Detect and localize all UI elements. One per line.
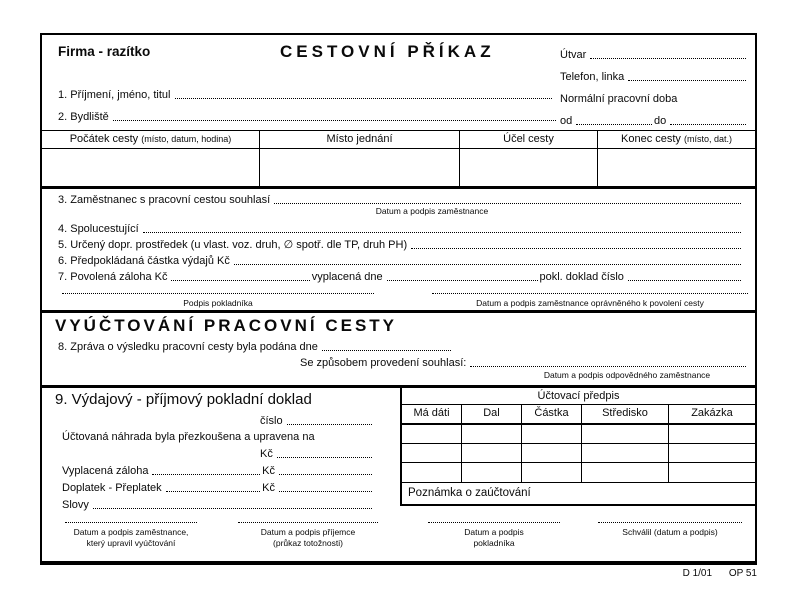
expected-expenses-field[interactable] — [234, 264, 741, 265]
approval-label: Se způsobem provedení souhlasí: — [300, 356, 467, 369]
balance-kc-field[interactable] — [279, 491, 372, 492]
acc-cell[interactable] — [522, 463, 582, 482]
authorizer-sign-label: Datum a podpis zaměstnance oprávněného k povolení cesty — [476, 298, 704, 308]
to-label: do — [654, 114, 667, 127]
trip-header-place: Místo jednání — [260, 131, 460, 148]
signature-block-approver — [598, 522, 742, 538]
balance-field[interactable] — [166, 491, 260, 492]
acc-cell[interactable] — [582, 444, 669, 463]
acc-cell[interactable] — [522, 444, 582, 463]
acc-header-madati: Má dáti — [402, 405, 462, 423]
signature-line[interactable] — [65, 522, 197, 523]
acc-header-stredisko: Středisko — [582, 405, 669, 423]
signature-line[interactable] — [238, 522, 378, 523]
acc-cell[interactable] — [582, 425, 669, 444]
form-code-footer — [560, 568, 757, 579]
signature-label: Datum a podpis příjemce — [260, 527, 356, 537]
signature-label: Datum a podpis — [464, 527, 524, 537]
acc-cell[interactable] — [462, 425, 522, 444]
signature-label: pokladníka — [473, 537, 515, 548]
name-label: 1. Příjmení, jméno, titul — [58, 88, 171, 101]
working-hours-label: Normální pracovní doba — [560, 92, 678, 105]
signature-label: Datum a podpis zaměstnance, — [73, 527, 189, 537]
acc-header-dal: Dal — [462, 405, 522, 423]
cashier-sign-label: Podpis pokladníka — [183, 298, 253, 308]
address-label: 2. Bydliště — [58, 110, 109, 123]
form-code: D 1/01 — [682, 568, 713, 579]
acc-cell[interactable] — [669, 463, 755, 482]
from-label: od — [560, 114, 573, 127]
acc-cell[interactable] — [462, 463, 522, 482]
amount-in-words-field[interactable] — [93, 508, 372, 509]
trip-cell-place[interactable] — [260, 149, 460, 186]
to-date-field[interactable] — [670, 124, 746, 125]
acc-header-zakazka: Zakázka — [691, 407, 733, 419]
accounting-table — [400, 388, 755, 506]
signature-label: Schválil (datum a podpis) — [622, 527, 718, 537]
item7-paid-label: vyplacená dne — [311, 270, 383, 283]
settlement-title: VYÚČTOVÁNÍ PRACOVNÍ CESTY — [55, 316, 398, 335]
signature-block-recipient — [238, 522, 378, 548]
name-field[interactable] — [175, 98, 553, 99]
print-code: OP 51 — [728, 568, 757, 579]
travel-order-form — [40, 33, 757, 565]
voucher-number-label: číslo — [260, 414, 283, 427]
phone-label: Telefon, linka — [560, 70, 625, 83]
trip-cell-start[interactable] — [42, 149, 260, 186]
acc-cell[interactable] — [522, 425, 582, 444]
trip-header-end: Konec cesty (místo, dat.) — [621, 133, 732, 145]
section-divider — [42, 310, 755, 313]
trip-header-purpose: Účel cesty — [460, 131, 598, 148]
trip-cell-purpose[interactable] — [460, 149, 598, 186]
advance-kc-field[interactable] — [279, 474, 372, 475]
posting-note-label: Poznámka o zaúčtování — [402, 482, 755, 506]
approval-sign-label: Datum a podpis odpovědného zaměstnance — [543, 370, 711, 380]
item6-label: 6. Předpokládaná částka výdajů Kč — [58, 254, 230, 267]
header-right-block — [560, 46, 748, 134]
item3-label: 3. Zaměstnanec s pracovní cestou souhlasí — [58, 193, 271, 206]
trip-table — [42, 130, 755, 189]
address-field[interactable] — [113, 120, 556, 121]
acc-cell[interactable] — [669, 425, 755, 444]
currency-label: Kč — [262, 464, 275, 477]
department-field[interactable] — [590, 58, 746, 59]
department-label: Útvar — [560, 48, 587, 61]
employee-consent-field[interactable] — [274, 203, 741, 204]
acc-cell[interactable] — [462, 444, 522, 463]
trip-header-start: Počátek cesty (místo, datum, hodina) — [42, 131, 260, 148]
acc-cell[interactable] — [582, 463, 669, 482]
signature-label: který upravil vyúčtování — [86, 537, 176, 548]
voucher-number-field[interactable] — [287, 424, 372, 425]
from-date-field[interactable] — [576, 124, 652, 125]
signature-label: (průkaz totožnosti) — [273, 537, 343, 548]
words-label: Slovy — [62, 498, 89, 511]
signature-line[interactable] — [598, 522, 742, 523]
voucher-title: 9. Výdajový - příjmový pokladní doklad — [55, 391, 312, 408]
companions-field[interactable] — [143, 232, 741, 233]
currency-label: Kč — [262, 481, 275, 494]
signature-block-adjuster — [65, 522, 197, 548]
company-stamp-label: Firma - razítko — [58, 44, 151, 59]
acc-cell[interactable] — [402, 425, 462, 444]
form-title: CESTOVNÍ PŘÍKAZ — [280, 42, 495, 61]
item3-sign-label: Datum a podpis zaměstnance — [375, 206, 489, 216]
signature-block-cashier — [428, 522, 560, 548]
authorizer-signature-line[interactable] — [432, 293, 748, 294]
item7-label: 7. Povolená záloha Kč — [58, 270, 168, 283]
acc-cell[interactable] — [669, 444, 755, 463]
advance-amount-field[interactable] — [171, 280, 309, 281]
accounting-title: Účtovací předpis — [402, 388, 755, 405]
advance-paid-field[interactable] — [152, 474, 260, 475]
cash-doc-number-field[interactable] — [628, 280, 741, 281]
item7-doc-label: pokl. doklad číslo — [539, 270, 624, 283]
paid-date-field[interactable] — [387, 280, 538, 281]
signature-line[interactable] — [428, 522, 560, 523]
item5-label: 5. Určený dopr. prostředek (u vlast. voz. druh, ∅ spotř. dle TP, druh PH) — [58, 238, 408, 251]
trip-cell-end[interactable] — [598, 149, 755, 186]
balance-label: Doplatek - Přeplatek — [62, 481, 162, 494]
cashier-signature-line[interactable] — [62, 293, 374, 294]
acc-cell[interactable] — [402, 444, 462, 463]
item4-label: 4. Spolucestující — [58, 222, 139, 235]
currency-label: Kč — [260, 447, 273, 460]
approval-signature-field[interactable] — [470, 366, 746, 367]
phone-field[interactable] — [628, 80, 746, 81]
adjusted-amount-field[interactable] — [277, 457, 372, 458]
reviewed-label: Účtovaná náhrada byla přezkoušena a upravena na — [62, 431, 315, 443]
item8-label: 8. Zpráva o výsledku pracovní cesty byla podána dne — [58, 340, 318, 353]
report-date-field[interactable] — [322, 350, 451, 351]
transport-field[interactable] — [411, 248, 741, 249]
acc-cell[interactable] — [402, 463, 462, 482]
acc-header-castka: Částka — [522, 405, 582, 423]
advance-label: Vyplacená záloha — [62, 464, 149, 477]
